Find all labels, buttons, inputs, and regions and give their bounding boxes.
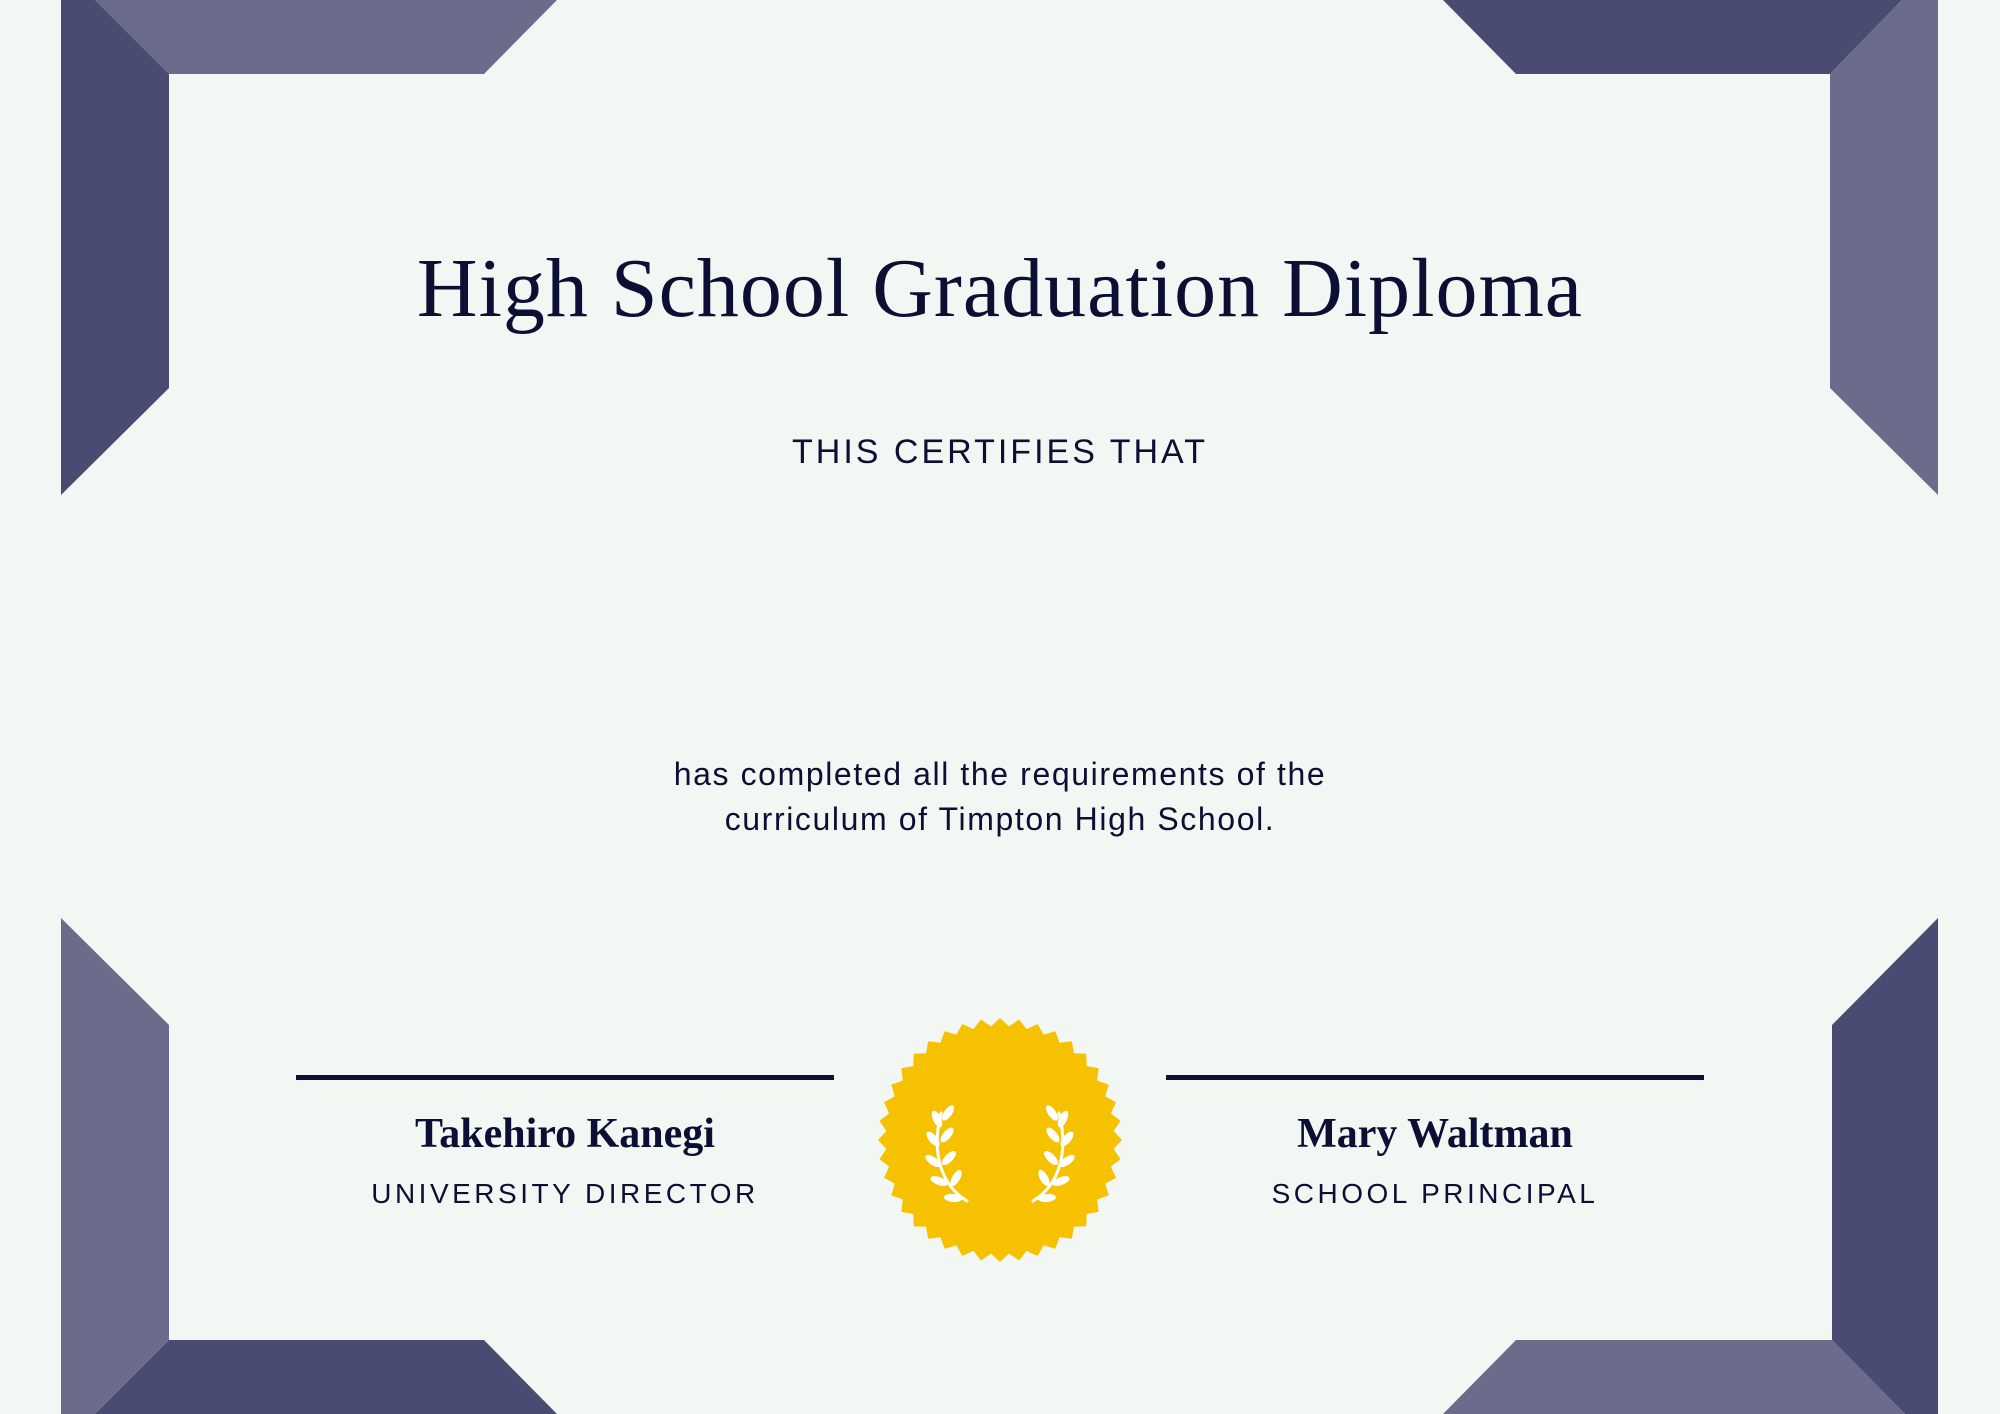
frame-top-right-horizontal [1443, 0, 1902, 74]
signature-line-left [296, 1075, 834, 1080]
frame-bottom-right-vertical [1832, 918, 1938, 1414]
frame-bottom-right-horizontal [1443, 1340, 1905, 1414]
frame-top-left-horizontal [95, 0, 557, 74]
certifies-that-label: THIS CERTIFIES THAT [792, 433, 1208, 471]
signatory-name-right: Mary Waltman [1297, 1111, 1573, 1157]
seal-badge [878, 1018, 1122, 1262]
completion-statement-line-1: has completed all the requirements of the [673, 756, 1327, 792]
gold-seal-icon [875, 1015, 1125, 1265]
frame-bottom-left-horizontal [95, 1340, 557, 1414]
signatory-role-right: SCHOOL PRINCIPAL [1271, 1178, 1599, 1209]
completion-statement-line-2: curriculum of Timpton High School. [724, 801, 1276, 837]
certificate-title: High School Graduation Diploma [416, 242, 1584, 335]
completion-statement [500, 752, 1500, 842]
frame-bottom-left-vertical [61, 918, 169, 1414]
signatory-role-left: UNIVERSITY DIRECTOR [371, 1178, 759, 1209]
signatory-name-left: Takehiro Kanegi [415, 1111, 715, 1157]
signature-line-right [1166, 1075, 1704, 1080]
